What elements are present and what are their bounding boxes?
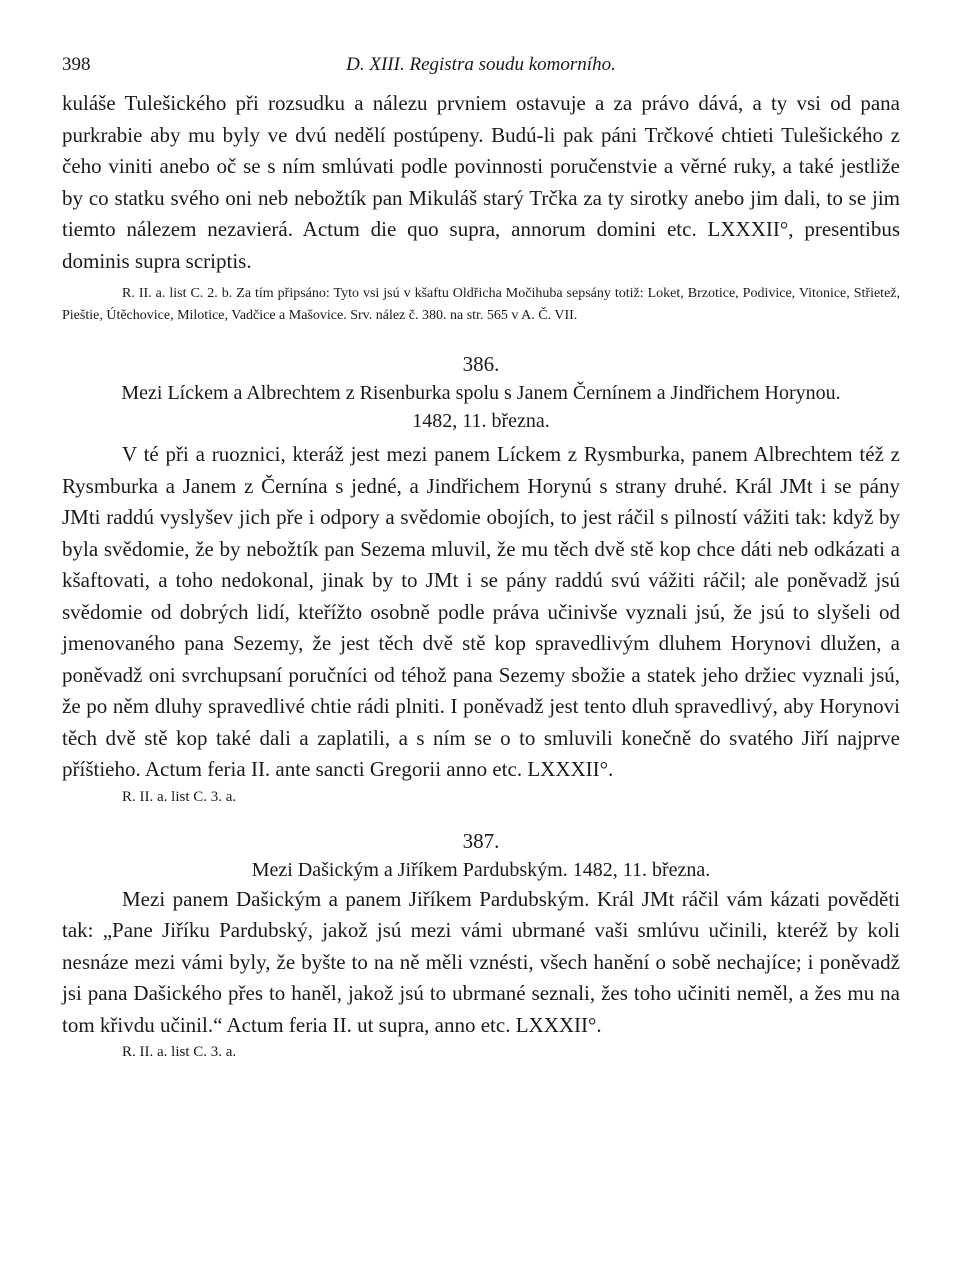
entry-heading: Mezi Líckem a Albrechtem z Risenburka spolu s Janem Černínem a Jindřichem Horynou.	[121, 382, 841, 404]
entry-number: 386.	[462, 352, 500, 376]
source-reference: R. II. a. list C. 3. a.	[122, 788, 237, 805]
editorial-note: Za tím připsáno: Tyto vsi jsú v kšaftu Oldřicha Močihuba sepsány totiž: Loket, Brzotice, Podivice, Vitonice, Střietež, Pieštie, Útěchovice, Milotice, Vadčice a Mašovice. Srv. nález č. 380. na str. 565 v A. Č. VII.	[62, 286, 901, 323]
entry-text: V té při a ruoznici, kteráž jest mezi panem Líckem z Rysmburka, panem Albrechtem též z Rysmburka a Janem z Černína s jedné, a Jindřichem Horynú s strany druhé. Král JMt i se pány JMti raddú vyslyšev jich pře i odpory a svědomie obojích, to jest ráčil s pilností vážiti tak: když by byla svědomie, že by nebožtík pan Sezema mluvil, že mu těch dvě stě kop chce dáti neb odkázati a kšaftovati, a toho nedokonal, jinak by to JMt i se pány raddú svú vážiti ráčil; ale poněvadž jsú svědomie od dobrých lidí, kteřížto osobně podle práva učinivše vyznali jsú, že jsú to slyšeli od jmenovaného pana Sezemy, že jest těch dvě stě kop spravedlivým dluhem Horynovi dlužen, a poněvadž oni svrchupsaní poručníci od téhož pana Sezemy sbožie a statek jeho držiec vyznali jsú, že po něm dluhy spravedlivé chtie rádi plniti. I poněvadž jest tento dluh spravedlivý, aby Horynovi těch dvě stě kop také dali a zaplatili, a s ním se o to smluvili konečně do svatého Jiří najprve příštieho. Actum feria II. ante sancti Gregorii anno etc. LXXXII°.	[62, 442, 900, 781]
document-page	[62, 54, 900, 1063]
entry-387	[62, 826, 900, 1064]
page-number: 398	[62, 54, 91, 75]
source-reference: R. II. a. list C. 2. b.	[122, 286, 233, 301]
entry-number: 387.	[462, 828, 500, 853]
source-reference: R. II. a. list C. 3. a.	[122, 1044, 237, 1060]
entry-heading: Mezi Dašickým a Jiříkem Pardubským. 1482, 11. března.	[251, 858, 711, 881]
page-header	[62, 54, 900, 88]
entry-386	[62, 349, 900, 808]
entry-text: Mezi panem Dašickým a panem Jiříkem Pardubským. Král JMt ráčil vám kázati pověděti tak: „Pane Jiříku Pardubský, jakož jsú mezi vámi ubrmané vaši smlúvu učinili, kteréž by koli nesnáze mezi vámi byly, že byšte to na ně měli vznésti, všech hanění o sobě nechajíce; i poněvadž jsi pana Dašického přes to haněl, jakož jsú to ubrmané seznali, žes toho učiniti neměl, a žes mu na tom křivdu učinil.“ Actum feria II. ut supra, anno etc. LXXXII°.	[62, 886, 900, 1037]
continuation-apparatus	[62, 283, 900, 327]
continuation-paragraph: kuláše Tulešického při rozsudku a nálezu prvniem ostavuje a za právo dává, a ty vsi od pana purkrabie aby mu byly ve dvú nedělí postúpeny. Budú-li pak páni Trčkové chtieti Tulešického z čeho viniti anebo oč se s ním smlúvati podle povinnosti poručenstvie a věrné ruky, a také jestliže by co statku svého oni neb nebožtík pan Mikuláš starý Trčka za ty sirotky anebo jim dali, to se jim tiemto nálezem nezavierá. Actum die quo supra, annorum domini etc. LXXXII°, presentibus dominis supra scriptis.	[62, 91, 900, 273]
entry-date: 1482, 11. března.	[412, 410, 550, 432]
running-title: D. XIII. Registra soudu komorního.	[346, 54, 616, 75]
